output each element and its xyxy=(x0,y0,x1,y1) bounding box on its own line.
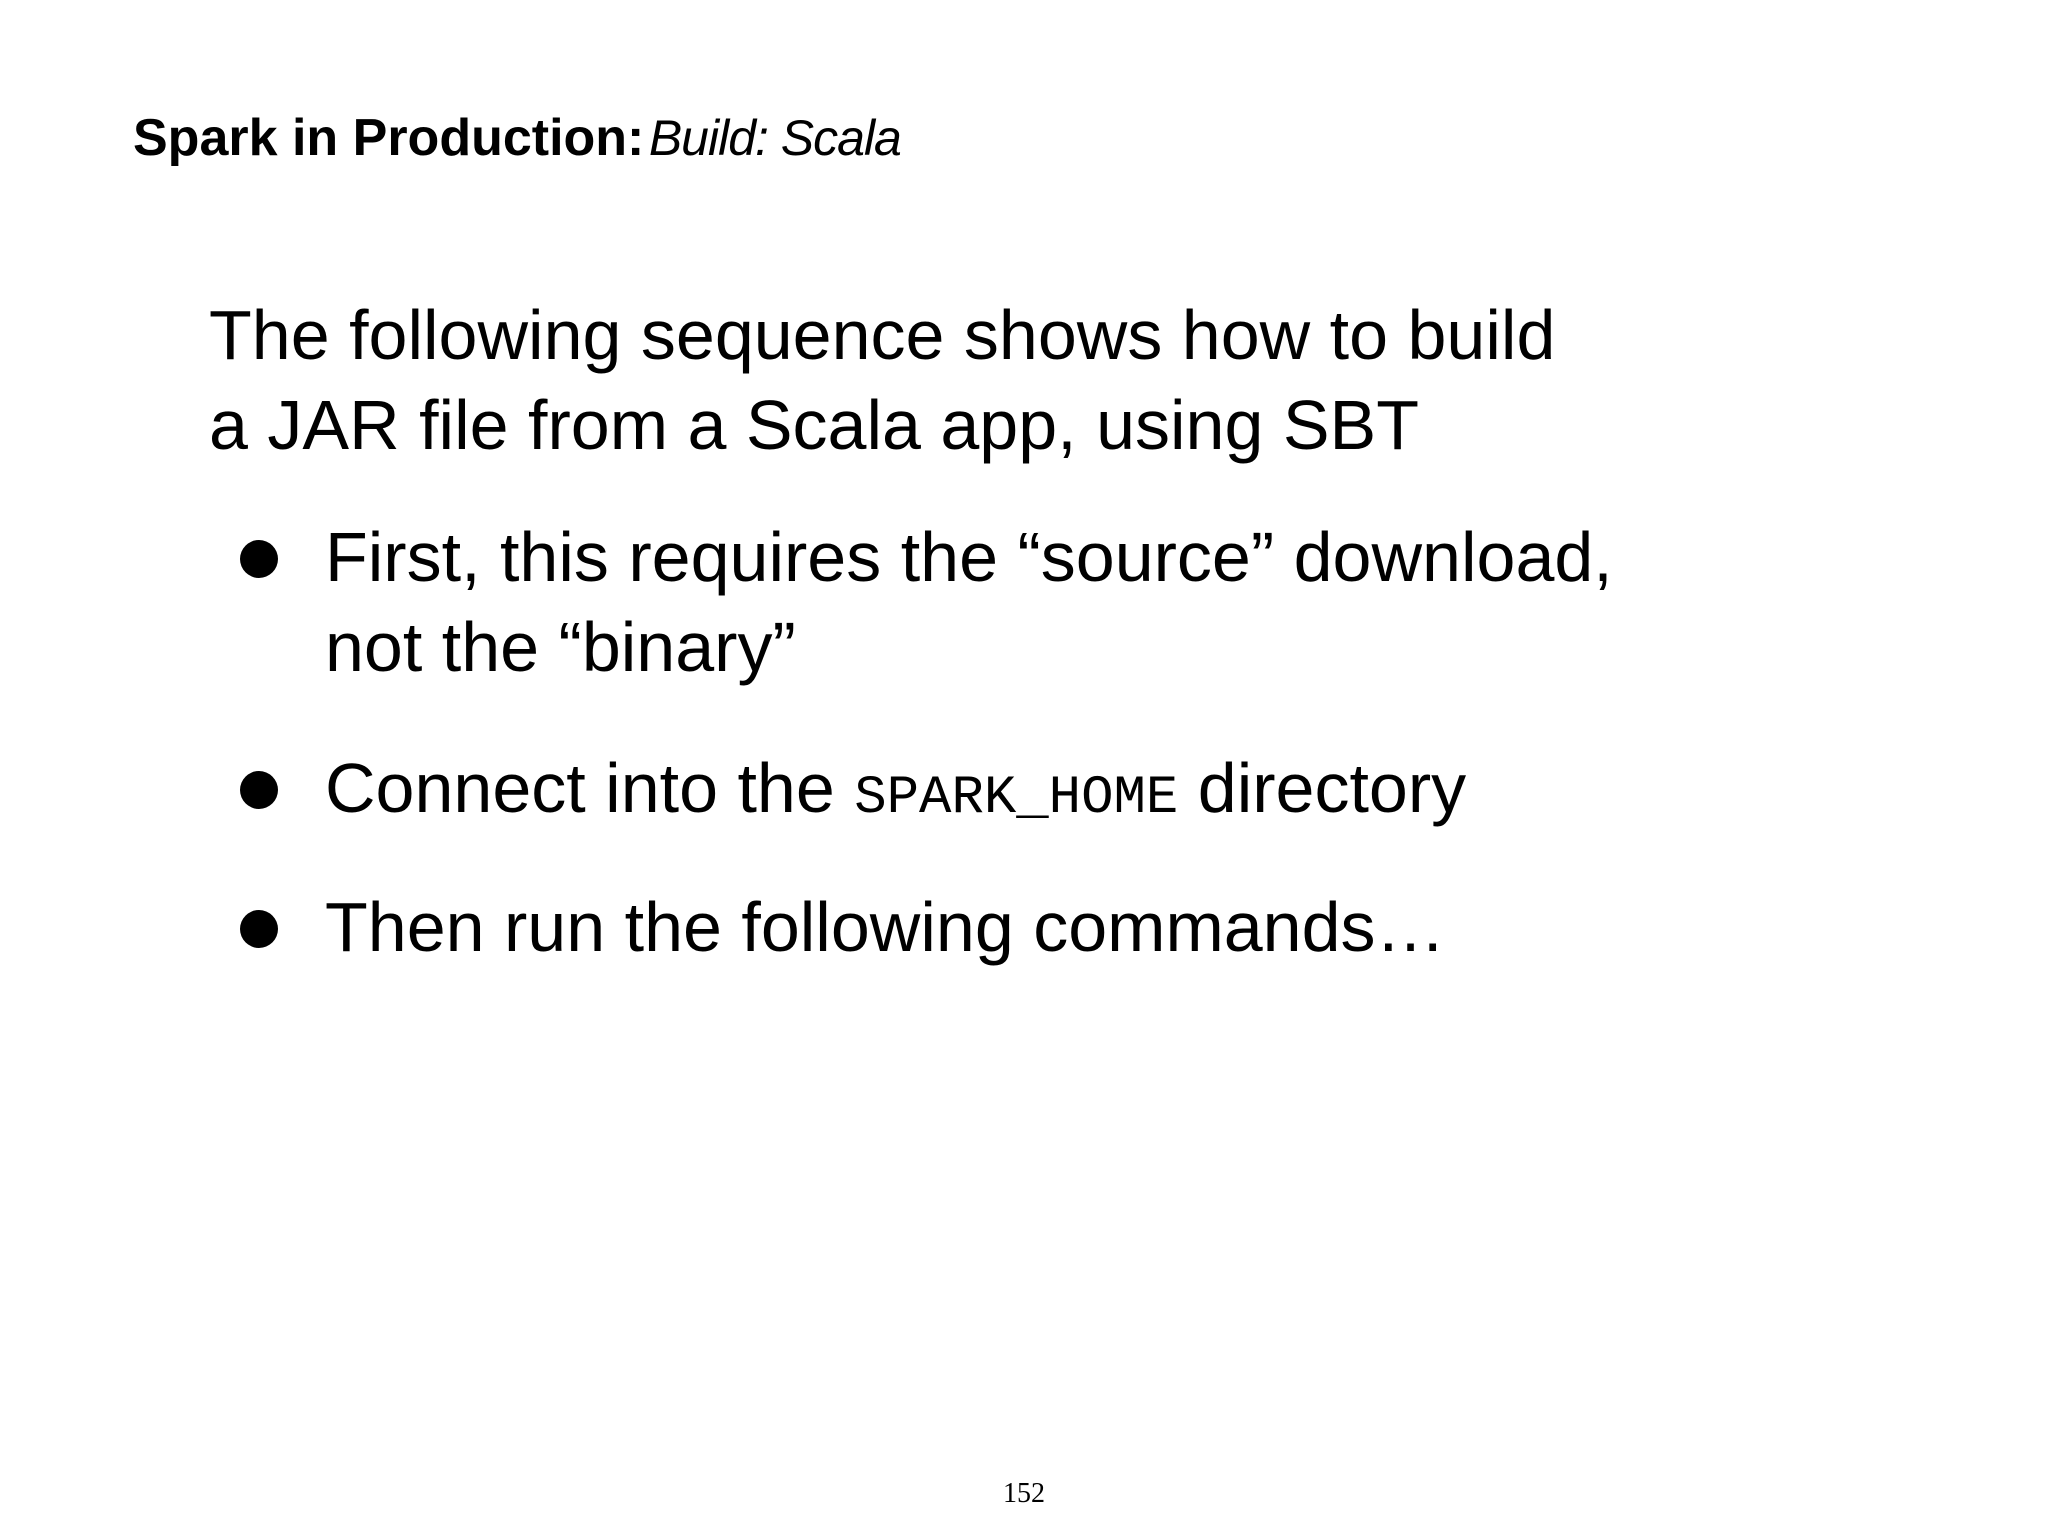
slide-header xyxy=(133,109,901,167)
bullet-text xyxy=(325,512,1613,692)
header-subtitle: Build: Scala xyxy=(648,110,901,166)
intro-line: a JAR file from a Scala app, using SBT xyxy=(209,386,1419,464)
code-spark-home: SPARK_HOME xyxy=(854,768,1179,829)
bullet-dot-icon xyxy=(240,910,278,948)
bullet-line: First, this requires the “source” download, xyxy=(325,518,1613,596)
bullet-dot-icon xyxy=(240,771,278,809)
bullet-dot-icon xyxy=(240,540,278,578)
page-number: 152 xyxy=(1003,1478,1045,1509)
bullet-text: Then run the following commands… xyxy=(325,888,1446,966)
bullet-text xyxy=(325,743,1466,844)
bullet-text-before: Connect into the xyxy=(325,749,855,827)
intro-line: The following sequence shows how to build xyxy=(209,296,1556,374)
intro-paragraph xyxy=(209,290,1909,470)
header-section-title: Spark in Production: xyxy=(133,109,645,167)
bullet-line: not the “binary” xyxy=(325,608,796,686)
bullet-text-after: directory xyxy=(1178,749,1467,827)
